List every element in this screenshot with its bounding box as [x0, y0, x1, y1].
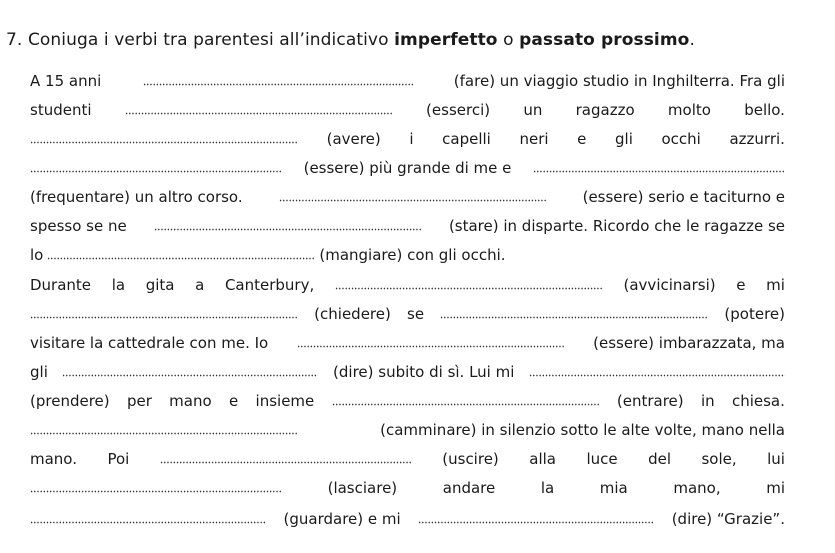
text-segment: (prendere): [30, 392, 110, 410]
text-segment: A 15 anni: [30, 72, 102, 90]
text-segment: (camminare) in silenzio sotto le alte volte, mano nella: [380, 421, 785, 439]
answer-blank-18[interactable]: [30, 490, 282, 493]
exercise-title: [6, 30, 695, 50]
text-segment: un: [523, 101, 543, 119]
text-segment: (guardare) e mi: [283, 510, 401, 528]
text-segment: a: [195, 276, 205, 294]
text-segment: e: [577, 130, 587, 148]
text-segment: (lasciare): [327, 479, 398, 497]
text-segment: capelli: [442, 130, 491, 148]
text-segment: e: [736, 276, 746, 294]
answer-blank-2[interactable]: [125, 112, 393, 115]
text-segment: insieme: [255, 392, 315, 410]
answer-blank-16[interactable]: [30, 432, 298, 435]
text-segment: luce: [586, 450, 618, 468]
text-segment: azzurri.: [729, 130, 785, 148]
text-segment: (fare) un viaggio studio in Inghilterra. Fra gli: [453, 72, 785, 90]
exercise-line-11: [30, 359, 785, 381]
text-segment: neri: [519, 130, 549, 148]
text-segment: Canterbury,: [224, 276, 315, 294]
answer-blank-8[interactable]: [47, 257, 315, 260]
text-segment: in: [700, 392, 715, 410]
text-segment: andare: [442, 479, 496, 497]
title-bold-passato-prossimo: passato prossimo: [519, 30, 690, 50]
text-segment: i: [409, 130, 414, 148]
text-segment: mano,: [673, 479, 721, 497]
answer-blank-19[interactable]: [30, 521, 266, 524]
answer-blank-17[interactable]: [160, 461, 412, 464]
text-segment: Poi: [107, 450, 130, 468]
text-segment: mia: [599, 479, 628, 497]
answer-blank-1[interactable]: [143, 83, 413, 86]
title-period: .: [689, 30, 695, 50]
text-segment: (avvicinarsi): [623, 276, 716, 294]
text-segment: gli: [30, 363, 48, 381]
text-segment: (frequentare) un altro corso.: [30, 188, 243, 206]
text-segment: del: [648, 450, 671, 468]
answer-blank-15[interactable]: [332, 403, 600, 406]
answer-blank-3[interactable]: [30, 141, 298, 144]
answer-blank-14[interactable]: [529, 374, 785, 377]
text-segment: mano.: [30, 450, 77, 468]
text-segment: (dire) “Grazie”.: [671, 510, 785, 528]
text-segment: (mangiare) con gli occhi.: [319, 246, 506, 264]
exercise-line-1: [30, 68, 785, 90]
exercise-line-4: [30, 155, 785, 177]
text-segment: lo: [30, 246, 44, 264]
text-segment: studenti: [30, 101, 92, 119]
exercise-line-15: [30, 475, 785, 497]
answer-blank-20[interactable]: [418, 521, 654, 524]
text-segment: bello.: [744, 101, 785, 119]
exercise-line-2: [30, 97, 785, 119]
exercise-line-5: [30, 184, 785, 206]
exercise-line-9: [30, 301, 785, 323]
title-connector: o: [497, 30, 520, 50]
title-bold-imperfetto: imperfetto: [394, 30, 498, 50]
answer-blank-12[interactable]: [297, 345, 565, 348]
text-segment: mano: [169, 392, 212, 410]
text-segment: (esserci): [426, 101, 491, 119]
answer-blank-6[interactable]: [279, 199, 547, 202]
text-segment: occhi: [661, 130, 701, 148]
exercise-line-10: [30, 330, 785, 352]
text-segment: Durante: [30, 276, 92, 294]
exercise-number: 7.: [6, 30, 23, 50]
exercise-line-16: [30, 506, 785, 528]
text-segment: (chiedere): [314, 305, 391, 323]
text-segment: (potere): [724, 305, 785, 323]
text-segment: (entrare): [616, 392, 684, 410]
exercise-line-6: [30, 213, 785, 235]
text-segment: la: [111, 276, 126, 294]
exercise-line-12: [30, 388, 785, 410]
text-segment: visitare la cattedrale con me. Io: [30, 334, 269, 352]
text-segment: per: [126, 392, 152, 410]
text-segment: spesso se ne: [30, 217, 127, 235]
text-segment: ragazzo: [575, 101, 635, 119]
answer-blank-11[interactable]: [440, 316, 708, 319]
text-segment: chiesa.: [731, 392, 785, 410]
text-segment: (uscire): [442, 450, 499, 468]
exercise-line-3: [30, 126, 785, 148]
text-segment: (stare) in disparte. Ricordo che le ragazze se: [448, 217, 785, 235]
answer-blank-10[interactable]: [30, 316, 298, 319]
text-segment: gita: [145, 276, 175, 294]
text-segment: (dire) subito di sì. Lui mi: [333, 363, 515, 381]
answer-blank-9[interactable]: [335, 287, 603, 290]
text-segment: mi: [766, 276, 785, 294]
exercise-line-8: [30, 272, 785, 294]
exercise-line-7: [30, 242, 785, 264]
text-segment: e: [228, 392, 239, 410]
text-segment: alla: [529, 450, 556, 468]
text-segment: molto: [667, 101, 711, 119]
exercise-line-13: [30, 417, 785, 439]
text-segment: (essere) più grande di me e: [303, 159, 512, 177]
text-segment: la: [540, 479, 555, 497]
text-segment: se: [407, 305, 425, 323]
answer-blank-7[interactable]: [154, 228, 422, 231]
answer-blank-5[interactable]: [533, 170, 785, 173]
text-segment: gli: [615, 130, 633, 148]
title-instruction: Coniuga i verbi tra parentesi all’indicativo: [27, 30, 395, 50]
exercise-line-14: [30, 446, 785, 468]
answer-blank-13[interactable]: [62, 374, 318, 377]
text-segment: mi: [766, 479, 785, 497]
text-segment: (essere) serio e taciturno e: [582, 188, 785, 206]
text-segment: lui: [767, 450, 785, 468]
text-segment: (avere): [326, 130, 381, 148]
text-segment: sole,: [701, 450, 737, 468]
answer-blank-4[interactable]: [30, 170, 282, 173]
text-segment: (essere) imbarazzata, ma: [593, 334, 785, 352]
